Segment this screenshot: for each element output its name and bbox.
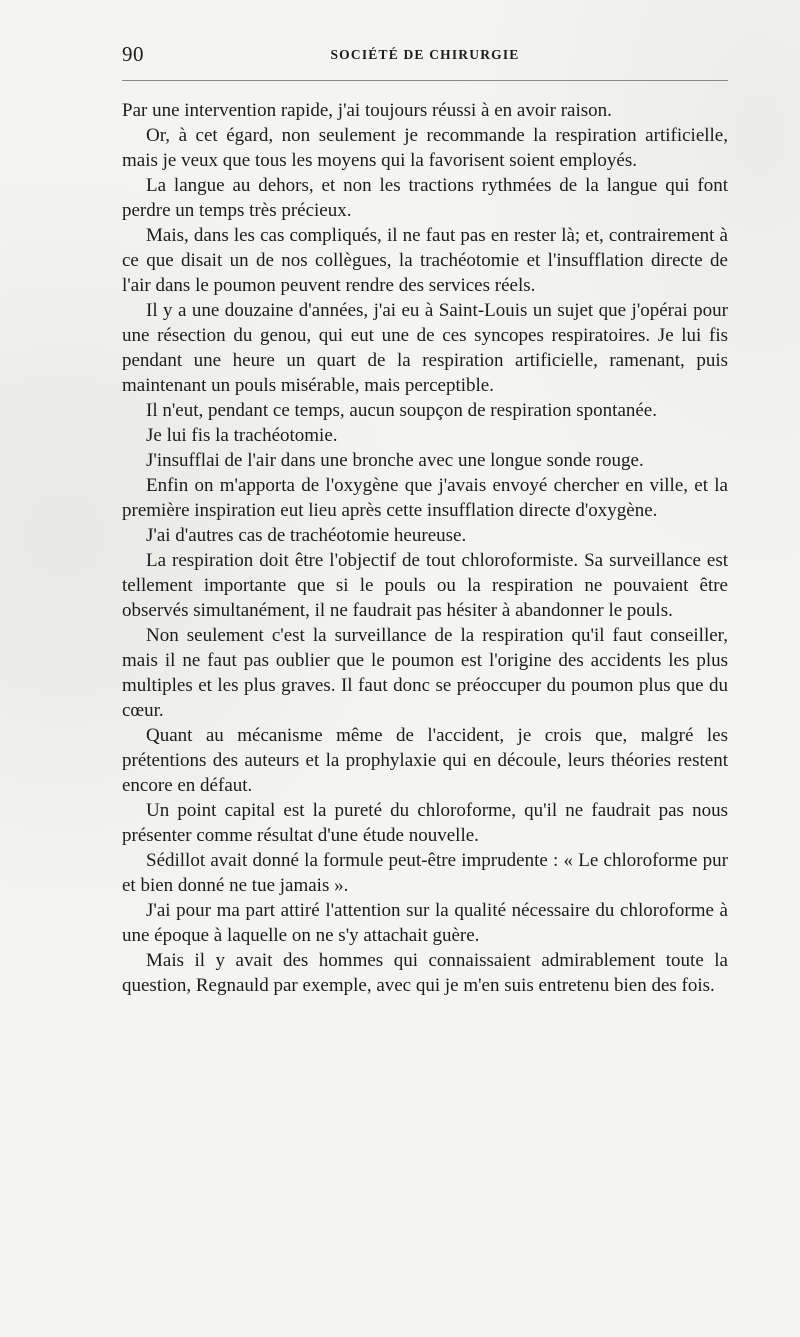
paragraph: Un point capital est la pureté du chloroforme, qu'il ne faudrait pas nous présenter comme résultat d'une étude nouvelle. <box>122 800 728 846</box>
paragraph: Sédillot avait donné la formule peut-être imprudente : « Le chloroforme pur et bien donné ne tue jamais ». <box>122 850 728 896</box>
paragraph: Enfin on m'apporta de l'oxygène que j'avais envoyé chercher en ville, et la première inspiration eut lieu après cette insufflation directe d'oxygène. <box>122 475 728 521</box>
paragraph: Il y a une douzaine d'années, j'ai eu à Saint-Louis un sujet que j'opérai pour une résection du genou, qui eut une de ces syncopes respiratoires. Je lui fis pendant une heure un quart de la respiration artificielle, ramenant, puis maintenant un pouls misérable, mais perceptible. <box>122 300 728 396</box>
paragraph: Je lui fis la trachéotomie. <box>146 425 338 446</box>
paragraph: Or, à cet égard, non seulement je recommande la respiration artificielle, mais je veux que tous les moyens qui la favorisent soient employés. <box>122 125 728 171</box>
paragraph: J'insufflai de l'air dans une bronche avec une longue sonde rouge. <box>146 450 644 471</box>
header-rule <box>122 80 728 81</box>
paragraph: Quant au mécanisme même de l'accident, je crois que, malgré les prétentions des auteurs et la prophylaxie qui en découle, leurs théories restent encore en défaut. <box>122 725 728 796</box>
paragraph: J'ai d'autres cas de trachéotomie heureuse. <box>146 525 467 546</box>
paragraph: Il n'eut, pendant ce temps, aucun soupçon de respiration spontanée. <box>146 400 657 421</box>
paragraph: Par une intervention rapide, j'ai toujours réussi à en avoir raison. <box>122 100 612 121</box>
paragraph: J'ai pour ma part attiré l'attention sur la qualité nécessaire du chloroforme à une époque à laquelle on ne s'y attachait guère. <box>122 900 728 946</box>
paragraph: Mais, dans les cas compliqués, il ne faut pas en rester là; et, contrairement à ce que disait un de nos collègues, la trachéotomie et l'insufflation directe de l'air dans le poumon peuvent rendre des services réels. <box>122 225 728 296</box>
paragraph: La respiration doit être l'objectif de tout chloroformiste. Sa surveillance est tellement importante que si le pouls ou la respiration ne pouvaient être observés simultanément, il ne faudrait pas hésiter à abandonner le pouls. <box>122 550 728 621</box>
body-text <box>122 98 728 998</box>
running-head: SOCIÉTÉ DE CHIRURGIE <box>330 47 520 62</box>
page-number: 90 <box>122 42 144 66</box>
paragraph: Non seulement c'est la surveillance de la respiration qu'il faut conseiller, mais il ne faut pas oublier que le poumon est l'origine des accidents les plus multiples et les plus graves. Il faut donc se préoccuper du poumon plus que du cœur. <box>122 625 728 721</box>
page-header <box>122 42 728 72</box>
paragraph: Mais il y avait des hommes qui connaissaient admirablement toute la question, Regnauld par exemple, avec qui je m'en suis entretenu bien des fois. <box>122 950 728 996</box>
paragraph: La langue au dehors, et non les tractions rythmées de la langue qui font perdre un temps très précieux. <box>122 175 728 221</box>
